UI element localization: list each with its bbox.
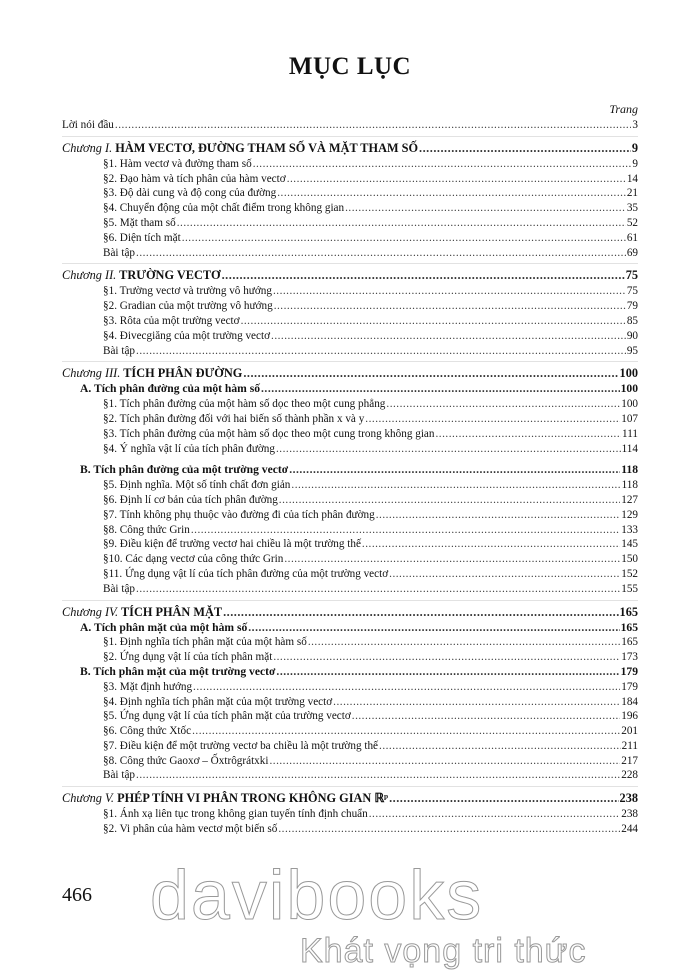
entry-page-number: 238 [621, 808, 638, 821]
entry-page-number: 75 [626, 285, 638, 298]
entry-page-number: 3 [632, 119, 638, 131]
toc-entry-label [103, 768, 135, 783]
dot-leader [386, 397, 620, 412]
toc-entry[interactable] [62, 709, 638, 724]
dot-leader [365, 412, 620, 427]
entry-title: §1. Tích phân đường của một hàm số dọc theo một cung phẳng [103, 398, 386, 411]
table-of-contents [62, 118, 638, 837]
toc-entry[interactable] [62, 172, 638, 187]
dot-leader [291, 478, 620, 493]
dot-leader [389, 567, 620, 582]
entry-title: §5. Ứng dụng vật lí của tích phân mặt của trường vectơ [103, 710, 351, 723]
dot-leader [419, 140, 631, 157]
entry-page-number: 173 [621, 651, 638, 664]
entry-title: Lời nói đầu [62, 119, 114, 131]
toc-entry-label [103, 635, 307, 650]
toc-entry[interactable] [62, 314, 638, 329]
dot-leader [253, 157, 632, 172]
dot-leader [333, 695, 620, 710]
dot-leader [274, 299, 626, 314]
toc-entry-label [62, 118, 114, 133]
toc-entry[interactable] [62, 442, 638, 457]
toc-entry-label [103, 695, 332, 710]
entry-page-number: 107 [621, 412, 638, 425]
toc-entry-label [103, 172, 286, 187]
toc-entry[interactable] [62, 344, 638, 359]
toc-entry-label [80, 621, 247, 636]
chapter-divider [62, 600, 638, 601]
entry-page-number: 211 [621, 739, 638, 752]
toc-entry[interactable] [62, 397, 638, 412]
entry-page-number: 127 [621, 493, 638, 506]
toc-entry-label [103, 552, 283, 567]
chapter-prefix: Chương IV. [62, 604, 119, 619]
toc-chapter[interactable] [62, 790, 638, 807]
toc-entry-label [103, 650, 272, 665]
dot-leader [136, 768, 620, 783]
toc-entry-label [103, 508, 375, 523]
entry-page-number: 165 [619, 604, 638, 619]
toc-entry-label [103, 478, 290, 493]
entry-page-number: 133 [621, 523, 638, 536]
toc-entry[interactable] [62, 186, 638, 201]
watermark-slogan: Khát vọng tri thức [300, 932, 587, 970]
entry-title: §11. Ứng dụng vật lí của tích phân đường của một trường vectơ [103, 567, 389, 580]
toc-entry[interactable] [62, 329, 638, 344]
entry-title: §1. Định nghĩa tích phân mặt của một hàm số [103, 636, 307, 649]
dot-leader [182, 231, 626, 246]
entry-title: Bài tập [103, 344, 136, 357]
toc-entry[interactable] [62, 650, 638, 665]
entry-title: §5. Định nghĩa. Một số tính chất đơn giản [103, 479, 291, 492]
entry-page-number: 184 [621, 695, 638, 708]
toc-entry[interactable] [62, 807, 638, 822]
dot-leader [136, 246, 626, 261]
toc-entry[interactable] [62, 118, 638, 133]
entry-title: A. Tích phân đường của một hàm số [80, 382, 261, 396]
entry-title: §6. Diện tích mặt [103, 231, 181, 244]
dot-leader [192, 724, 620, 739]
toc-entry-label [103, 412, 364, 427]
entry-title: §2. Gradian của một trường vô hướng [103, 300, 273, 313]
dot-leader [376, 508, 621, 523]
toc-entry-label [103, 284, 272, 299]
entry-title: TÍCH PHÂN ĐƯỜNG [123, 366, 243, 381]
toc-entry-label [103, 822, 277, 837]
chapter-prefix: Chương II. [62, 268, 117, 283]
toc-entry[interactable] [62, 412, 638, 427]
entry-title: §2. Vi phân của hàm vectơ một biến số [103, 823, 278, 836]
dot-leader [278, 822, 620, 837]
dot-leader [273, 284, 626, 299]
toc-entry[interactable] [62, 493, 638, 508]
dot-leader [289, 463, 620, 478]
toc-entry-label [103, 246, 135, 261]
entry-title: PHÉP TÍNH VI PHÂN TRONG KHÔNG GIAN ℝᵖ [117, 791, 389, 806]
toc-part[interactable] [62, 463, 638, 478]
toc-entry-label [103, 493, 278, 508]
toc-chapter[interactable] [62, 365, 638, 382]
toc-entry[interactable] [62, 680, 638, 695]
dot-leader [115, 118, 632, 133]
dot-leader [352, 709, 620, 724]
toc-entry[interactable] [62, 299, 638, 314]
dot-leader [243, 365, 618, 382]
toc-entry-label [80, 463, 288, 478]
dot-leader [273, 650, 620, 665]
toc-chapter[interactable] [62, 140, 638, 157]
chapter-prefix: Chương III. [62, 366, 121, 381]
page-title: MỤC LỤC [288, 53, 412, 80]
entry-page-number: 95 [626, 344, 638, 357]
entry-title: Bài tập [103, 582, 136, 595]
dot-leader [248, 621, 619, 636]
entry-title: §3. Rôta của một trường vectơ [103, 314, 240, 327]
entry-page-number: 196 [621, 710, 638, 723]
toc-part[interactable] [62, 382, 638, 397]
toc-entry-label [103, 329, 270, 344]
dot-leader [308, 635, 620, 650]
dot-leader [279, 493, 620, 508]
dot-leader [389, 790, 618, 807]
toc-entry-label [62, 267, 221, 284]
page-column-header: Trang [609, 102, 638, 116]
entry-page-number: 79 [626, 300, 638, 313]
dot-leader [379, 739, 621, 754]
entry-title: §6. Định lí cơ bản của tích phân đường [103, 493, 278, 506]
page-number: 466 [62, 884, 92, 906]
entry-title: §4. Ý nghĩa vật lí của tích phân đường [103, 442, 275, 455]
entry-page-number: 35 [626, 202, 638, 215]
toc-entry[interactable] [62, 427, 638, 442]
toc-entry-label [103, 739, 378, 754]
toc-entry[interactable] [62, 231, 638, 246]
entry-page-number: 118 [621, 479, 638, 492]
entry-title: TRƯỜNG VECTƠ [119, 268, 221, 283]
toc-entry[interactable] [62, 552, 638, 567]
entry-page-number: 111 [622, 427, 638, 440]
chapter-prefix: Chương V. [62, 791, 114, 806]
entry-page-number: 21 [626, 187, 638, 200]
entry-page-number: 179 [621, 680, 638, 693]
entry-title: HÀM VECTƠ, ĐƯỜNG THAM SỐ VÀ MẶT THAM SỐ [115, 140, 419, 155]
entry-title: §1. Trường vectơ và trường vô hướng [103, 285, 272, 298]
dot-leader [222, 267, 625, 284]
toc-entry-label [103, 754, 268, 769]
entry-page-number: 129 [621, 508, 638, 521]
entry-title: Bài tập [103, 246, 136, 259]
entry-page-number: 179 [620, 664, 638, 678]
toc-entry[interactable] [62, 201, 638, 216]
chapter-divider [62, 263, 638, 264]
toc-entry[interactable] [62, 582, 638, 597]
entry-title: §9. Điều kiện để trường vectơ hai chiều là một trường thế [103, 538, 361, 551]
chapter-prefix: Chương I. [62, 140, 113, 155]
toc-entry[interactable] [62, 246, 638, 261]
entry-page-number: 52 [626, 216, 638, 229]
toc-entry-label [62, 604, 222, 621]
toc-entry[interactable] [62, 768, 638, 783]
dot-leader [345, 201, 626, 216]
toc-entry-label [103, 724, 191, 739]
entry-page-number: 228 [621, 769, 638, 782]
toc-entry[interactable] [62, 822, 638, 837]
toc-entry[interactable] [62, 508, 638, 523]
entry-title: §7. Tính không phụ thuộc vào đường đi của tích phân đường [103, 508, 375, 521]
toc-entry-label [103, 314, 240, 329]
entry-title: A. Tích phân mặt của một hàm số [80, 620, 248, 634]
toc-entry-label [80, 665, 275, 680]
entry-title: §4. Định nghĩa tích phân mặt của một trường vectơ [103, 695, 333, 708]
toc-entry[interactable] [62, 523, 638, 538]
toc-entry-label [103, 299, 273, 314]
entry-page-number: 90 [626, 329, 638, 342]
entry-page-number: 155 [621, 582, 638, 595]
entry-page-number: 14 [626, 172, 638, 185]
dot-leader [287, 172, 626, 187]
toc-entry[interactable] [62, 216, 638, 231]
entry-page-number: 69 [626, 246, 638, 259]
entry-page-number: 165 [620, 620, 638, 634]
entry-page-number: 165 [621, 636, 638, 649]
dot-leader [276, 665, 619, 680]
entry-page-number: 244 [621, 823, 638, 836]
toc-entry-label [103, 231, 181, 246]
dot-leader [261, 382, 620, 397]
entry-page-number: 9 [632, 157, 638, 170]
toc-chapter[interactable] [62, 267, 638, 284]
dot-leader [136, 344, 626, 359]
toc-entry-label [103, 680, 192, 695]
entry-title: §6. Công thức Xtốc [103, 725, 192, 738]
entry-title: TÍCH PHÂN MẶT [120, 604, 223, 619]
dot-leader [193, 680, 620, 695]
entry-page-number: 238 [619, 791, 638, 806]
entry-title: B. Tích phân đường của một trường vectơ [80, 463, 289, 477]
toc-entry[interactable] [62, 478, 638, 493]
dot-leader [269, 754, 620, 769]
entry-title: §1. Hàm vectơ và đường tham số [103, 157, 252, 170]
entry-page-number: 100 [620, 382, 638, 396]
chapter-divider [62, 786, 638, 787]
toc-entry-label [62, 790, 388, 807]
entry-page-number: 100 [619, 366, 638, 381]
entry-title: §4. Đivecgiăng của một trường vectơ [103, 329, 271, 342]
entry-title: §10. Các dạng vectơ của công thức Grin [103, 553, 284, 566]
toc-entry[interactable] [62, 739, 638, 754]
toc-part[interactable] [62, 665, 638, 680]
entry-page-number: 217 [621, 754, 638, 767]
toc-entry-label [103, 344, 135, 359]
entry-page-number: 61 [626, 231, 638, 244]
entry-page-number: 118 [621, 463, 638, 477]
toc-entry-label [103, 427, 435, 442]
toc-entry-label [103, 523, 190, 538]
dot-leader [241, 314, 626, 329]
dot-leader [276, 442, 621, 457]
entry-title: §2. Đạo hàm và tích phân của hàm vectơ [103, 172, 286, 185]
entry-page-number: 100 [621, 398, 638, 411]
dot-leader [284, 552, 620, 567]
toc-entry[interactable] [62, 695, 638, 710]
entry-page-number: 114 [621, 442, 638, 455]
toc-entry-label [103, 807, 368, 822]
entry-page-number: 152 [621, 567, 638, 580]
dot-leader [177, 216, 626, 231]
entry-page-number: 150 [621, 553, 638, 566]
toc-entry-label [103, 186, 276, 201]
watermark-brand: davibooks [150, 856, 484, 934]
entry-title: §3. Độ dài cung và độ cong của đường [103, 187, 277, 200]
chapter-divider [62, 361, 638, 362]
dot-leader [271, 329, 626, 344]
toc-entry-label [103, 567, 388, 582]
toc-entry-label [103, 442, 275, 457]
dot-leader [369, 807, 620, 822]
entry-title: §7. Điều kiện để một trường vectơ ba chiều là một trường thế [103, 739, 379, 752]
toc-entry-label [103, 709, 351, 724]
dot-leader [191, 523, 620, 538]
entry-title: §3. Tích phân đường của một hàm số dọc theo một cung trong không gian [103, 427, 435, 440]
toc-entry[interactable] [62, 157, 638, 172]
dot-leader [277, 186, 626, 201]
entry-title: §3. Mặt định hướng [103, 680, 193, 693]
toc-entry-label [62, 365, 242, 382]
dot-leader [223, 604, 618, 621]
toc-entry-label [103, 201, 344, 216]
toc-entry[interactable] [62, 754, 638, 769]
toc-entry-label [103, 216, 176, 231]
toc-entry[interactable] [62, 537, 638, 552]
entry-title: §2. Tích phân đường đối với hai biến số thành phần x và y [103, 412, 365, 425]
toc-entry[interactable] [62, 635, 638, 650]
entry-title: Bài tập [103, 769, 136, 782]
toc-entry-label [103, 157, 252, 172]
entry-page-number: 201 [621, 725, 638, 738]
entry-page-number: 85 [626, 314, 638, 327]
entry-title: §4. Chuyển động của một chất điểm trong không gian [103, 202, 345, 215]
entry-page-number: 9 [631, 140, 638, 155]
toc-entry-label [103, 537, 361, 552]
dot-leader [436, 427, 622, 442]
entry-title: §1. Ánh xạ liên tục trong không gian tuyến tính định chuẩn [103, 808, 368, 821]
entry-title: §8. Công thức Grin [103, 523, 190, 536]
entry-page-number: 145 [621, 538, 638, 551]
toc-entry-label [103, 397, 385, 412]
toc-entry-label [80, 382, 260, 397]
chapter-divider [62, 136, 638, 137]
entry-title: B. Tích phân mặt của một trường vectơ [80, 664, 276, 678]
toc-entry[interactable] [62, 724, 638, 739]
entry-title: §5. Mặt tham số [103, 216, 176, 229]
toc-entry[interactable] [62, 284, 638, 299]
toc-entry[interactable] [62, 567, 638, 582]
toc-part[interactable] [62, 621, 638, 636]
dot-leader [362, 537, 620, 552]
entry-title: §8. Công thức Gaoxơ – Ốxtrôgrátxki [103, 754, 269, 767]
dot-leader [136, 582, 620, 597]
toc-entry-label [103, 582, 135, 597]
entry-page-number: 75 [625, 268, 638, 283]
toc-chapter[interactable] [62, 604, 638, 621]
entry-title: §2. Ứng dụng vật lí của tích phân mặt [103, 651, 273, 664]
toc-entry-label [62, 140, 418, 157]
